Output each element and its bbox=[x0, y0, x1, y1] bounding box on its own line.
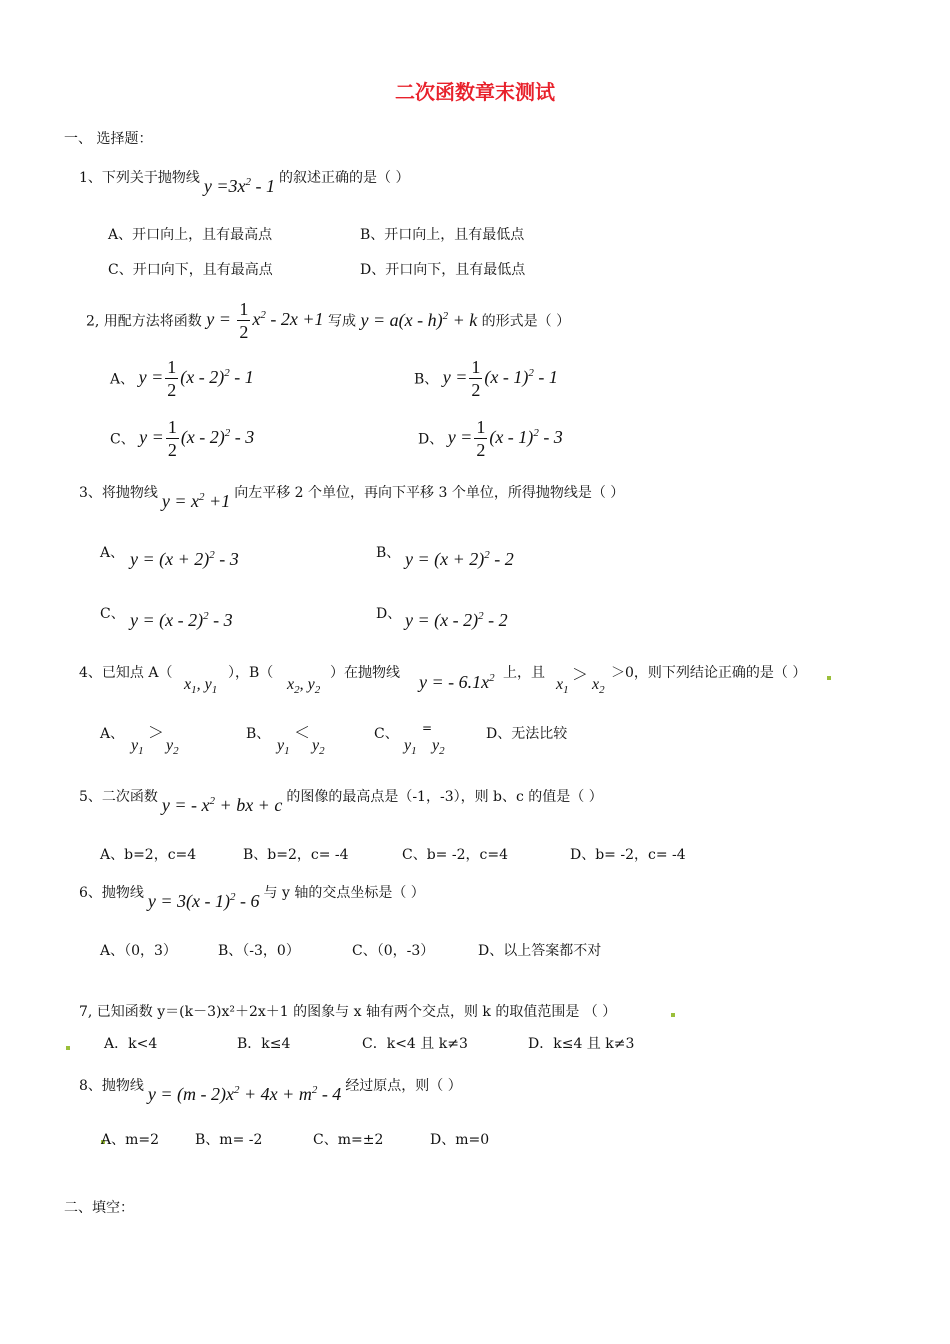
q5-stem bbox=[79, 785, 603, 815]
q4-option-b-y1: $y_1$ bbox=[277, 737, 290, 758]
q3-stem bbox=[79, 481, 625, 511]
q5-option-b: B、b=2，c= -4 bbox=[243, 847, 349, 863]
q2-option-b-formula: y = $\frac{1}{2}$ (x - 1)$^2$ - 1 bbox=[442, 357, 558, 400]
q4-parabola-formula: y = - $6.1x^2$ bbox=[419, 672, 495, 692]
q4-option-d: D、无法比较 bbox=[486, 726, 568, 742]
q3-stem-text-b: 向左平移 2 个单位，再向下平移 3 个单位，所得抛物线是（ ） bbox=[234, 485, 625, 501]
q2-option-b bbox=[414, 358, 558, 399]
q2-option-a-formula: y = $\frac{1}{2}$ (x - 2)$^2$ - 1 bbox=[138, 357, 254, 400]
q1-formula: $y =3x^2 - 1$ bbox=[203, 176, 276, 196]
q5-option-d: D、b= -2，c= -4 bbox=[570, 847, 686, 863]
q5-stem-text-b: 的图像的最高点是（-1，-3），则 b、c 的值是（ ） bbox=[286, 789, 603, 805]
q8-formula: $y = (m - 2)x^2 + 4x + m^2 - 4$ bbox=[147, 1084, 342, 1104]
q2-option-d bbox=[418, 418, 563, 459]
page-title: 二次函数章末测试 bbox=[395, 80, 555, 104]
q4-point-a: $x_1$, $y_1$ bbox=[184, 676, 218, 697]
q7-option-b: B．k≤4 bbox=[237, 1036, 291, 1052]
q3-option-c-formula: y = (x - 2)$^2$ - 3 bbox=[130, 610, 233, 630]
q3-option-d-formula: y = (x - 2)$^2$ - 2 bbox=[405, 610, 508, 630]
q2-stem-text-c: 的形式是（ ） bbox=[481, 313, 571, 330]
section-heading-fill: 二、填空： bbox=[64, 1200, 134, 1216]
q8-option-d: D、m=0 bbox=[430, 1132, 490, 1148]
q3-option-b-formula: $y = (x + 2)^2 - 2$ bbox=[405, 549, 514, 569]
q3-formula: $y = x^2 +1$ bbox=[161, 491, 231, 511]
q6-option-a: A、（0，3） bbox=[100, 943, 177, 959]
q8-stem bbox=[79, 1074, 462, 1104]
q4-stem-text-b: ），B（ bbox=[228, 665, 274, 681]
q6-stem-text-a: 6、抛物线 bbox=[79, 885, 144, 901]
q4-gt-1: ＞ bbox=[572, 665, 589, 684]
q4-x2: $x_2$ bbox=[592, 676, 605, 697]
q5-option-c: C、b= -2，c=4 bbox=[402, 847, 508, 863]
q6-formula: y = 3(x - 1)$^2$ - 6 bbox=[147, 891, 260, 911]
q2-option-c-formula: y = $\frac{1}{2}$ (x - 2)$^2$ - 3 bbox=[139, 417, 255, 460]
q2-formula-target: y = a(x - h)$^2$ + k bbox=[360, 310, 478, 330]
q5-option-a: A、b=2，c=4 bbox=[100, 847, 197, 863]
q2-option-a bbox=[110, 358, 254, 399]
q7-option-c: C．k<4 且 k≠3 bbox=[362, 1036, 468, 1052]
q8-option-c: C、m=±2 bbox=[313, 1132, 384, 1148]
q6-option-d: D、以上答案都不对 bbox=[478, 943, 602, 959]
q5-formula: y = - $x^2$ + bx + c bbox=[161, 795, 283, 815]
q1-stem-text-b: 的叙述正确的是（ ） bbox=[279, 170, 410, 186]
q4-option-b-label: B、 bbox=[246, 726, 271, 742]
q6-option-b: B、（-3，0） bbox=[218, 943, 300, 959]
q2-option-d-label: D、 bbox=[418, 431, 444, 448]
q8-stem-text-b: 经过原点，则（ ） bbox=[345, 1078, 462, 1094]
q3-stem-text-a: 3、将抛物线 bbox=[79, 485, 158, 501]
q4-option-a-op: ＞ bbox=[148, 723, 165, 742]
q2-stem-text-a: 2, 用配方法将函数 bbox=[86, 313, 202, 330]
q6-stem-text-b: 与 y 轴的交点坐标是（ ） bbox=[263, 885, 425, 901]
q4-option-c-label: C、 bbox=[374, 726, 399, 742]
q4-stem-text-a: 4、已知点 A（ bbox=[79, 665, 173, 681]
q3-option-b-label: B、 bbox=[376, 545, 401, 561]
q1-option-a: A、开口向上，且有最高点 bbox=[108, 227, 273, 243]
q7-stem: 7, 已知函数 y＝(k－3)x²＋2x＋1 的图象与 x 轴有两个交点，则 k 的取值范围是 （ ） bbox=[79, 1004, 617, 1020]
q2-stem-text-b: 写成 bbox=[328, 313, 356, 330]
q4-option-a-y1: $y_1$ bbox=[131, 737, 144, 758]
q6-option-c: C、（0，-3） bbox=[352, 943, 435, 959]
q8-option-b: B、m= -2 bbox=[195, 1132, 263, 1148]
section-heading-choice: 一、 选择题： bbox=[64, 131, 153, 147]
q8-stem-text-a: 8、抛物线 bbox=[79, 1078, 144, 1094]
q5-stem-text-a: 5、二次函数 bbox=[79, 789, 158, 805]
stray-dot bbox=[671, 1013, 675, 1017]
q3-option-a-formula: $y = (x + 2)^2 - 3$ bbox=[130, 549, 239, 569]
q2-option-a-label: A、 bbox=[110, 371, 135, 388]
q3-option-c-label: C、 bbox=[100, 606, 125, 622]
stray-dot bbox=[66, 1046, 70, 1050]
q4-option-a-label: A、 bbox=[100, 726, 125, 742]
q2-option-c bbox=[110, 418, 254, 459]
q1-option-d: D、开口向下，且有最低点 bbox=[360, 262, 526, 278]
q1-stem bbox=[79, 166, 410, 196]
q4-option-c-y1: $y_1$ bbox=[404, 737, 417, 758]
q6-stem bbox=[79, 881, 425, 911]
q7-option-a: A．k<4 bbox=[104, 1036, 158, 1052]
stray-dot bbox=[827, 676, 831, 680]
q4-stem-text-d: 上，且 bbox=[503, 665, 545, 681]
q2-formula-given: y = $\frac{1}{2}$ $x^2 - 2x +1$ bbox=[206, 299, 324, 342]
q2-option-c-label: C、 bbox=[110, 431, 135, 448]
q4-option-c-op: = bbox=[422, 721, 433, 735]
q4-stem-text-c: ）在抛物线 bbox=[330, 665, 400, 681]
q3-option-d-label: D、 bbox=[376, 606, 402, 622]
q2-option-b-label: B、 bbox=[414, 371, 439, 388]
q4-point-b: $x_2$, $y_2$ bbox=[287, 676, 321, 697]
q4-stem-text-f: ＞0，则下列结论正确的是（ ） bbox=[611, 665, 807, 681]
q4-option-a-y2: $y_2$ bbox=[166, 737, 179, 758]
q7-option-d: D．k≤4 且 k≠3 bbox=[528, 1036, 635, 1052]
q4-option-b-op: ＜ bbox=[294, 723, 311, 742]
q4-option-c-y2: $y_2$ bbox=[432, 737, 445, 758]
q3-option-a-label: A、 bbox=[100, 545, 125, 561]
q1-option-b: B、开口向上，且有最低点 bbox=[360, 227, 525, 243]
q4-x1: $x_1$ bbox=[556, 676, 569, 697]
q2-stem bbox=[86, 300, 570, 341]
q1-option-c: C、开口向下，且有最高点 bbox=[108, 262, 273, 278]
q4-option-b-y2: $y_2$ bbox=[312, 737, 325, 758]
q8-option-a: A、m=2 bbox=[101, 1132, 160, 1148]
q1-stem-text-a: 1、下列关于抛物线 bbox=[79, 170, 200, 186]
q2-option-d-formula: y = $\frac{1}{2}$ (x - 1)$^2$ - 3 bbox=[447, 417, 563, 460]
